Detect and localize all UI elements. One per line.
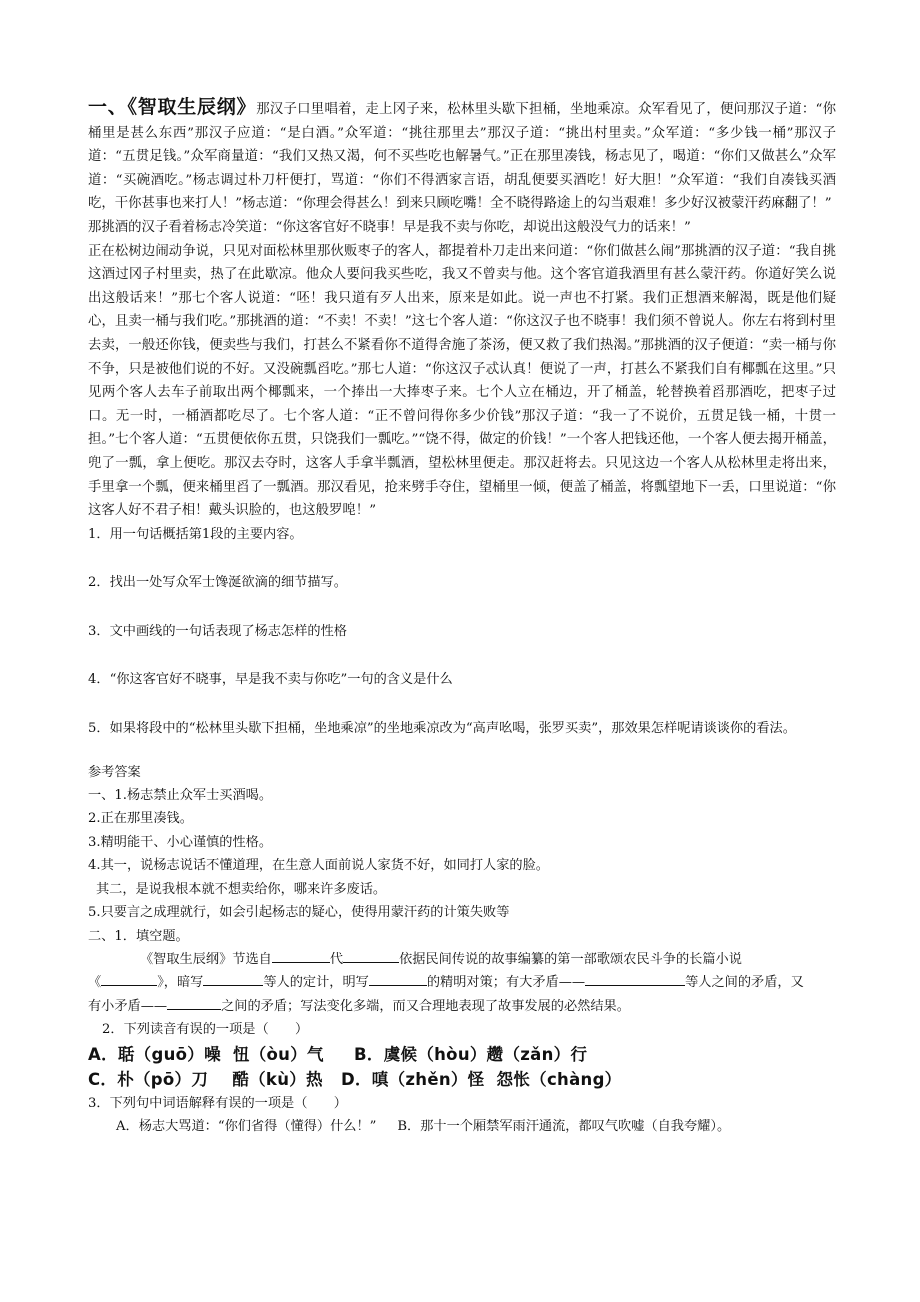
fill-text-2b: 》，暗写 [157,975,204,991]
fill-text-3a: 有小矛盾—— [88,998,168,1014]
fill-text-2d: 的精明对策；有大矛盾—— [426,975,586,991]
question-4: 4．“你这客官好不晓事，早是我不卖与你吃”一句的含义是什么 [88,672,453,688]
fill-text-2c: 等人的定计，明写 [263,975,369,991]
answer-2: 2.正在那里凑钱。 [88,811,193,827]
answers-title: 参考答案 [88,764,141,780]
blank-plotters[interactable] [203,971,263,986]
question-3: 3．文中画线的一句话表现了杨志怎样的性格 [88,623,347,639]
fill-text-1b: 代 [329,951,344,967]
answer-4a: 4.其一，说杨志说话不懂道理，在生意人面前说人家货不好，如同打人家的脸。 [88,858,549,874]
fill-text-3b: 之间的矛盾；写法变化多端，而又合理地表现了故事发展的必然结果。 [221,998,630,1014]
question-2: 2．找出一处写众军士馋涎欲滴的细节描写。 [88,575,347,591]
option-b: B．那十一个厢禁军雨汗通流，都叹气吹嘘（自我夸耀）。 [397,1118,731,1134]
word-meaning-options [88,1115,836,1138]
pronunciation-options-cd: C．朴（pō）刀 酷（kù）热 D．嗔（zhěn）怪 怨怅（chàng） [88,1069,622,1089]
answer-1: 一、1.杨志禁止众军士买酒喝。 [88,788,273,804]
blank-novel-title[interactable] [101,971,157,986]
fill-text-1c: 依据民间传说的故事编纂的第一部歌颂农民斗争的长篇小说 [399,951,742,967]
question-1: 1．用一句话概括第1段的主要内容。 [88,526,303,542]
question-5: 5．如果将段中的“松林里头歇下担桶，坐地乘凉”的坐地乘凉改为“高声吆喝，张罗买卖”，那效果怎样呢请谈谈你的看法。 [88,721,796,737]
passage-paragraph-1 [88,96,836,216]
blank-minor-conflict[interactable] [167,995,221,1010]
blank-dynasty[interactable] [272,948,330,963]
answer-3: 3.精明能干、小心谨慎的性格。 [88,834,273,850]
fill-line-1 [88,948,836,971]
passage-paragraph-2: 那挑酒的汉子看着杨志冷笑道：“你这客官好不晓事！早是我不卖与你吃，却说出这般没气力的话来！” [88,219,691,235]
part2-title: 二、1．填空题。 [88,928,189,944]
fill-text-1a: 《智取生辰纲》节选自 [140,951,272,967]
passage-text-1: 那汉子口里唱着，走上冈子来，松林里头歇下担桶，坐地乘凉。众军看见了，便问那汉子道：“你桶里是甚么东西”那汉子应道：“是白酒。”众军道：“挑往那里去”那汉子道：“挑出村里卖。”众军道：“多少钱一桶”那汉子道：“五贯足钱。”众军商量道：“我们又热又渴，何不买些吃也解暑气。”正在那里凑钱，杨志见了，喝道：“你们又做甚么”众军道：“买碗酒吃。”杨志调过朴刀杆便打，骂道：“你们不得洒家言语，胡乱便要买酒吃！好大胆！”众军道：“我们自凑钱买酒吃，干你甚事也来打人！”杨志道：“你理会得甚么！到来只顾吃嘴！全不晓得路途上的勾当艰难！多少好汉被蒙汗药麻翻了！” [88,102,836,212]
blank-countermeasure[interactable] [369,971,427,986]
option-a: A．杨志大骂道：“你们省得（懂得）什么！” [116,1118,377,1134]
fill-text-2e: 等人之间的矛盾，又 [685,975,804,991]
question-word-meaning: 3．下列句中词语解释有误的一项是（ ） [88,1095,347,1111]
blank-major-conflict[interactable] [585,971,685,986]
pronunciation-options-ab: A．聒（guō）噪 忸（òu）气 B．虞候（hòu）趱（zǎn）行 [88,1044,588,1064]
fill-line-2 [88,971,836,994]
passage-paragraph-3: 正在松树边闹动争说，只见对面松林里那伙贩枣子的客人，都提着朴刀走出来问道：“你们做甚么闹”那挑酒的汉子道：“我自挑这酒过冈子村里卖，热了在此歇凉。他众人要问我买些吃，我又不曾卖与他。这个客官道我酒里有甚么蒙汗药。你道好笑么说出这般话来！”那七个客人说道：“呸！我只道有歹人出来，原来是如此。说一声也不打紧。我们正想酒来解渴，既是他们疑心，且卖一桶与我们吃。”那挑酒的道：“不卖！不卖！”这七个客人道：“你这汉子也不晓事！我们须不曾说人。你左右将到村里去卖，一般还你钱，便卖些与我们，打甚么不紧看你不道得舍施了茶汤，便又救了我们热渴。”那挑酒的汉子便道：“卖一桶与你不争，只是被他们说的不好。又没碗瓢舀吃。”那七人道：“你这汉子忒认真！便说了一声，打甚么不紧我们自有椰瓢在这里。”只见两个客人去车子前取出两个椰瓢来，一个捧出一大捧枣子来。七个人立在桶边，开了桶盖，轮替换着舀那酒吃，把枣子过口。无一时，一桶酒都吃尽了。七个客人道：“正不曾问得你多少价钱”那汉子道：“我一了不说价，五贯足钱一桶，十贯一担。”七个客人道：“五贯便依你五贯，只饶我们一瓢吃。”“饶不得，做定的价钱！”一个客人把钱还他，一个客人便去揭开桶盖，兜了一瓢，拿上便吃。那汉去夺时，这客人手拿半瓢酒，望松林里便走。那汉赶将去。只见这边一个客人从松林里走将出来，手里拿一个瓢，便来桶里舀了一瓢酒。那汉看见，抢来劈手夺住，望桶里一倾，便盖了桶盖，将瓢望地下一丢，口里说道：“你这客人好不君子相！戴头识脸的，也这般罗唣！” [88,243,836,519]
section-heading: 一、《智取生辰纲》 [88,96,257,118]
fill-text-2a: 《 [88,975,102,991]
answer-4b: 其二，是说我根本就不想卖给你，哪来许多废话。 [96,881,387,897]
fill-line-3 [88,995,836,1018]
question-pronunciation: 2．下列读音有误的一项是（ ） [102,1022,309,1038]
document-page [88,96,836,1138]
blank-author[interactable] [343,948,399,963]
answer-5: 5.只要言之成理就行，如会引起杨志的疑心，使得用蒙汗药的计策失败等 [88,905,510,921]
